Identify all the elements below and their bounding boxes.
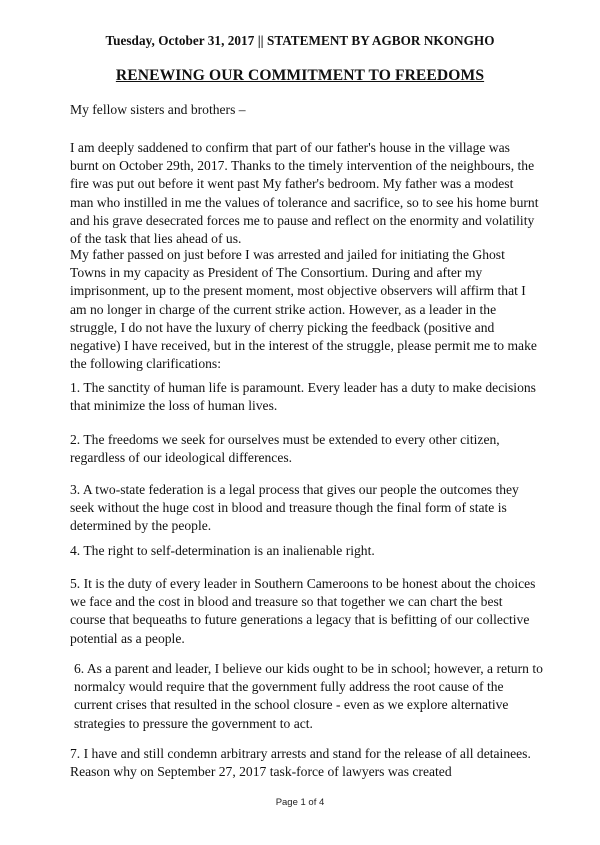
page-number: Page 1 of 4 (275, 797, 325, 808)
paragraph-2 (70, 246, 540, 373)
clarification-item-2 (70, 431, 540, 467)
clarification-item-6 (74, 660, 544, 733)
paragraph-1 (70, 139, 540, 248)
greeting-text: My fellow sisters and brothers – (70, 102, 246, 117)
greeting (70, 101, 540, 119)
clarification-text: 5. It is the duty of every leader in Southern Cameroons to be honest about the choices we face and the cost in blood and treasure so that together we can chart the best course that bequeaths to future generations a legacy that is befitting of our collective potential as a people. (70, 576, 536, 646)
document-title: RENEWING OUR COMMITMENT TO FREEDOMS (115, 67, 485, 84)
paragraph-text: I am deeply saddened to confirm that part of our father's house in the village was burnt on October 29th, 2017. Thanks to the timely intervention of the neighbours, the fire was put out before it went past My father's bedroom. My father was a modest man who instilled in me the values of tolerance and sacrifice, so to see his home burnt and his grave desecrated forces me to pause and reflect on the enormity and volatility of the task that lies ahead of us. (70, 140, 539, 247)
clarification-item-1 (70, 379, 540, 415)
clarification-item-4 (70, 542, 540, 560)
clarification-item-5 (70, 575, 540, 648)
clarification-text: 1. The sanctity of human life is paramount. Every leader has a duty to make decisions that minimize the loss of human lives. (70, 380, 536, 414)
document-header: Tuesday, October 31, 2017 || STATEMENT BY AGBOR NKONGHO (105, 33, 495, 48)
clarification-text: 7. I have and still condemn arbitrary arrests and stand for the release of all detainees. Reason why on September 27, 2017 task-force of lawyers was created (70, 746, 531, 780)
clarification-text: 2. The freedoms we seek for ourselves must be extended to every other citizen, regardless of our ideological differences. (70, 432, 500, 466)
clarification-text: 6. As a parent and leader, I believe our kids ought to be in school; however, a return to normalcy would require that the government fully address the root cause of the current crises that resulted in the school closure - even as we explore alternative strategies to pressure the government to act. (74, 661, 543, 731)
clarification-text: 3. A two-state federation is a legal process that gives our people the outcomes they seek without the huge cost in blood and treasure though the final form of state is determined by the people. (70, 482, 519, 534)
clarification-item-3 (70, 481, 540, 536)
clarification-text: 4. The right to self-determination is an inalienable right. (70, 543, 375, 558)
paragraph-text: My father passed on just before I was arrested and jailed for initiating the Ghost Towns in my capacity as President of The Consortium. During and after my imprisonment, up to the present moment, most objective observers will affirm that I am no longer in charge of the current strike action. However, as a leader in the struggle, I do not have the luxury of cherry picking the feedback (positive and negative) I have received, but in the interest of the struggle, please permit me to make the following clarifications: (70, 247, 537, 372)
clarification-item-7 (70, 745, 540, 781)
